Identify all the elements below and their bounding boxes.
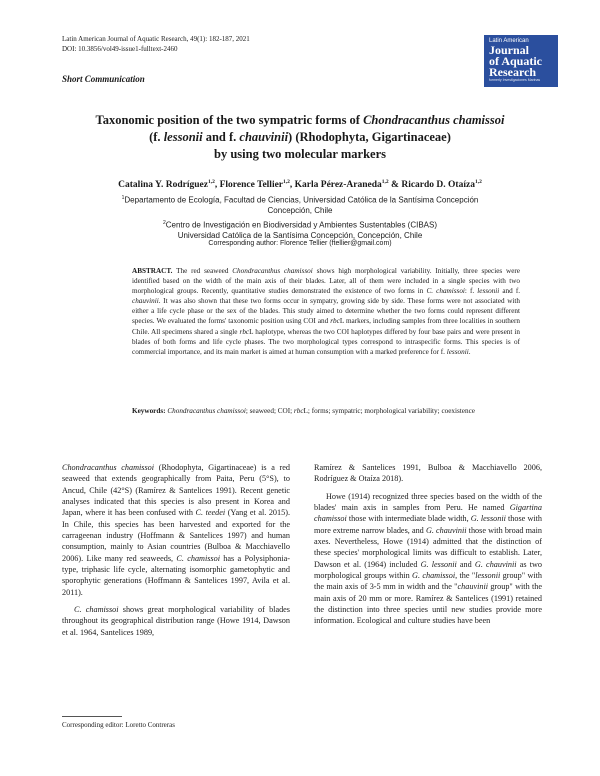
body-italic: G. chauvinii	[474, 559, 517, 569]
author-list	[62, 179, 538, 190]
body-text: , the "	[455, 571, 476, 581]
doi: DOI: 10.3856/vol49-issue1-fulltext-2460	[62, 44, 178, 53]
body-text: shows great morphological variability of blades throughout its geographical distribution range (Howe 1914, Dawson et al. 1964, Santelices 1989,	[62, 605, 290, 637]
body-text: those with broad main axes. Nevertheless, Howe (1914) admitted that the distinction of these species' morphological limits was difficult to establish. Later, Dawson et al. (1964) included	[314, 525, 542, 569]
body-paragraph: Ramírez & Santelices 1991, Bulboa & Macchiavello 2006, Rodríguez & Otaíza 2018).	[314, 463, 542, 484]
abstract-italic: lessonii	[477, 287, 500, 296]
affiliation-number: 2	[162, 220, 166, 226]
title-form: lessonii	[163, 130, 203, 144]
body-text: (Yang et al. 2015). In Chile, this species has been harvested and exported for the carrageenan industry (Hoffmann & Santelices 1997) and human consumption, mainly to Asian countries (Bulboa & Macchiavello 2006). Like many red seaweeds,	[62, 508, 290, 563]
affiliation-text: Centro de Investigación en Biodiversidad y Ambientes Sustentables (CIBAS)	[165, 220, 438, 230]
body-italic: chauvinii	[457, 582, 488, 592]
body-italic: G. lessonii	[470, 514, 506, 524]
abstract-italic: rbc	[330, 317, 340, 326]
author-affiliation: 1,2	[474, 179, 482, 185]
author: Florence Tellier	[219, 180, 284, 191]
abstract-italic: Chondracanthus chamissoi	[232, 267, 313, 275]
author: Karla Pérez-Araneda	[294, 180, 382, 191]
body-text: those with more extreme narrow blades, and	[314, 514, 543, 535]
footnote-divider	[62, 716, 122, 717]
journal-logo	[484, 35, 558, 87]
affiliation-2-line1	[62, 218, 538, 231]
paper-title	[62, 112, 538, 163]
abstract-italic: chauvinii	[132, 297, 159, 306]
body-italic: G. chamissoi	[412, 571, 456, 581]
title-species: Chondracanthus chamissoi	[363, 113, 505, 127]
journal-citation: Latin American Journal of Aquatic Research, 49(1): 182-187, 2021	[62, 35, 250, 43]
abstract-text: shows high morphological variability. Initially, three species were identified based on the width of the main axis of their blades. Later, all of them were included in a single species with two morphological groups. Recently, quantitative studies demonstrated the existence of two forms in	[132, 267, 520, 296]
section-label: Short Communication	[62, 74, 145, 84]
logo-line1: Latin American	[489, 38, 529, 44]
keyword-italic: Chondracanthus chamissoi	[167, 407, 246, 415]
keyword-text: L; forms; sympatric; morphological variability; coexistence	[303, 407, 475, 415]
abstract-text: : f.	[464, 287, 478, 296]
affiliation-number: 1	[121, 195, 125, 201]
body-paragraph	[62, 462, 290, 598]
author-affiliation: 1,2	[207, 179, 215, 185]
abstract	[132, 266, 520, 357]
body-text: (Rhodophyta, Gigartinaceae) is a red seaweed that extends geographically from Paita, Peru (5°S), to Ancud, Chile (42°S) (Ramírez & Santelices 1991). Recent genetic analyses indicated that this species is also present in Korea and Japan, where it has been confused with	[62, 463, 290, 518]
body-text: as two morphological groups within	[314, 559, 542, 581]
body-text: and	[456, 559, 475, 569]
body-text: Howe (1914) recognized three species based on the width of the blades' main axis in samples from Peru. He named	[314, 491, 542, 513]
keyword-text: ; seaweed; COI;	[245, 407, 294, 415]
title-text: Taxonomic position of the two sympatric forms of	[95, 113, 364, 127]
abstract-text: L markers, including samples from three localities in southern Chile. All specimens shared a single	[132, 317, 520, 336]
body-italic: lessonii	[475, 571, 501, 581]
title-text: ) (Rhodophyta, Gigartinaceae)	[288, 130, 451, 144]
title-line2	[62, 129, 538, 146]
author: Ricardo D. Otaíza	[401, 180, 475, 191]
abstract-text: The red seaweed	[172, 267, 233, 275]
abstract-italic: lessonii	[446, 347, 469, 356]
affiliation-1	[62, 193, 538, 217]
body-paragraph	[314, 491, 542, 627]
logo-tagline: formerly Investigaciones Marinas	[489, 78, 541, 82]
author-separator: &	[388, 180, 402, 191]
footnote: Corresponding editor: Loretto Contreras	[62, 721, 175, 729]
abstract-italic: rbc	[239, 327, 250, 336]
body-paragraph	[62, 604, 290, 638]
logo-line3: of Aquatic	[489, 54, 543, 68]
body-italic: G. lessonii	[420, 559, 457, 569]
author-affiliation: 1,2	[381, 179, 389, 185]
keyword-italic: rbc	[293, 407, 304, 415]
body-text: has a Polysiphonia-type, triphasic life cycle, alternating isomorphic gametophytic and sporophytic generations (Hoffmann & Santelices 1997, Avila et al. 2011).	[62, 553, 290, 597]
body-italic: C. teedei	[195, 508, 226, 518]
affiliation-2-line2: Universidad Católica de la Santísima Concepción, Concepción, Chile	[177, 231, 423, 241]
author-separator: ,	[214, 180, 220, 191]
keywords-label: Keywords:	[132, 407, 166, 415]
body-column-right	[314, 462, 542, 633]
body-text: group" with the main axis of 20 mm or more. Ramírez & Santelices (1991) retained the distinction into three species until new studies provide more information. Ecological and culture studies have been	[314, 582, 542, 626]
title-text: and f.	[202, 130, 240, 144]
body-text: group" with the main axis of 3-5 mm in width and the "	[314, 571, 542, 592]
title-form: chauvinii	[239, 130, 289, 144]
affiliation-2	[62, 218, 538, 242]
body-text: those with intermediate blade width,	[346, 514, 471, 524]
abstract-label: ABSTRACT.	[132, 267, 173, 275]
abstract-text: L haplotype, whereas the two COI haplotypes differed by four base pairs and were present in blades of both forms and life cycle phases. The two morphological types correspond to intraspecific forms. This species is of commercial importance, and its main market is aimed at human consumption with a marked preference for f.	[132, 327, 520, 356]
affiliation-text: Departamento de Ecología, Facultad de Ciencias, Universidad Católica de la Santísima Concepción	[124, 195, 479, 205]
body-italic: G. chauvinii	[425, 525, 467, 535]
abstract-text: and f.	[499, 287, 521, 296]
journal-header	[62, 35, 250, 54]
logo-line2: Journal	[489, 43, 530, 57]
body-italic: Gigartina chamissoi	[314, 503, 542, 524]
author-separator: ,	[289, 180, 295, 191]
body-italic: C. chamissoi	[176, 553, 220, 563]
title-line1	[62, 112, 538, 129]
affiliation-1-line1	[62, 193, 538, 206]
title-text: (f.	[149, 130, 164, 144]
body-italic: C. chamissoi	[74, 605, 119, 615]
abstract-text: .	[468, 347, 471, 356]
keywords	[132, 406, 520, 416]
title-line3: by using two molecular markers	[214, 147, 386, 161]
body-italic: Chondracanthus chamissoi	[62, 463, 155, 472]
author-affiliation: 1,2	[283, 179, 290, 185]
abstract-italic: C. chamissoi	[426, 287, 465, 296]
affiliation-1-line2: Concepción, Chile	[267, 206, 333, 216]
body-column-left	[62, 462, 290, 644]
abstract-text: . It was also shown that these two forms occur in sympatry, growing side by side. These forms were not associated with either a life cycle phase or the sex of the blades. This study aimed to determine whether the two forms could represent different species. We evaluated the forms' taxonomic position using COI and	[132, 297, 520, 326]
logo-line4: Research	[489, 65, 537, 79]
corresponding-author: Corresponding author: Florence Tellier (ftellier@gmail.com)	[208, 240, 392, 247]
author: Catalina Y. Rodríguez	[118, 180, 208, 191]
